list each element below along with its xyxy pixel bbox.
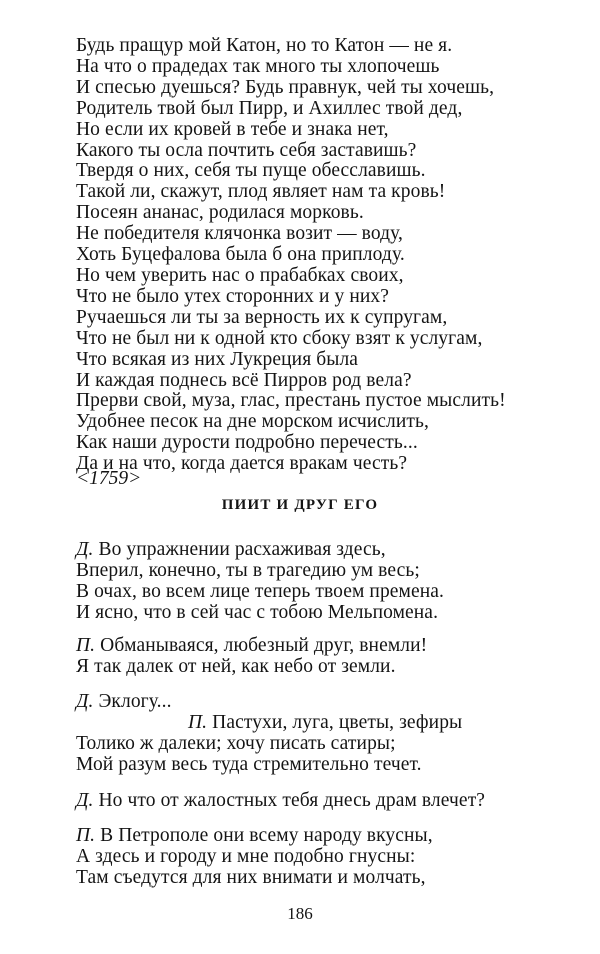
dialogue-line: И ясно, что в сей час с тобою Мельпомена. <box>76 601 439 623</box>
verse-line: Но чем уверить нас о прабабках своих, <box>76 264 404 286</box>
speaker-label: Д. <box>76 539 94 560</box>
verse-line: Что не был ни к одной кто сбоку взят к услугам, <box>76 327 483 349</box>
dialogue-line: Вперил, конечно, ты в трагедию ум весь; <box>76 559 420 581</box>
stanza-3 <box>76 692 546 776</box>
verse-line: Такой ли, скажут, плод являет нам та кровь! <box>76 181 446 203</box>
dialogue-line <box>76 540 546 561</box>
dialogue-line: Мой разум весь туда стремительно течет. <box>76 753 422 775</box>
dialogue-line: А здесь и городу и мне подобно гнусны: <box>76 845 416 867</box>
verse-line: Прерви свой, муза, глас, престань пустое мыслить! <box>76 390 506 412</box>
dialogue-line <box>76 826 546 847</box>
page-number: 186 <box>287 904 313 923</box>
line-text: Эклогу... <box>93 691 172 712</box>
stanza-5 <box>76 826 546 889</box>
verse-line: Что не было утех сторонних и у них? <box>76 285 390 307</box>
stanza-4 <box>76 791 546 812</box>
dialogue-line: Я так далек от ней, как небо от земли. <box>76 655 396 677</box>
speaker-label: П. <box>76 635 96 656</box>
verse-line: Что всякая из них Лукреция была <box>76 348 359 370</box>
speaker-label: П. <box>76 825 96 846</box>
dialogue-line: Там съедутся для них внимати и молчать, <box>76 866 426 888</box>
dialogue-line: Толико ж далеки; хочу писать сатиры; <box>76 732 396 754</box>
line-text: Во упражнении расхаживая здесь, <box>93 539 386 560</box>
verse-line: Хоть Буцефалова была б она приплоду. <box>76 244 405 266</box>
line-text: Пастухи, луга, цветы, зефиры <box>207 711 463 733</box>
dialogue-line <box>76 636 546 657</box>
line-text: В Петрополе они всему народу вкусны, <box>95 825 433 846</box>
speaker-label: Д. <box>76 790 94 811</box>
verse-line: Как наши дурости подробно перечесть... <box>76 432 418 454</box>
poem-title: ПИИТ И ДРУГ ЕГО <box>221 497 379 513</box>
line-text: Обманываяся, любезный друг, внемли! <box>95 635 428 656</box>
verse-line: Посеян ананас, родилася морковь. <box>76 202 364 224</box>
verse-line: Твердя о них, себя ты пуще обесславишь. <box>76 160 426 182</box>
verse-line: Да и на что, когда дается вракам честь? <box>76 453 408 475</box>
line-text: Но что от жалостных тебя днесь драм влечет? <box>93 790 486 811</box>
dialogue-line <box>76 692 546 713</box>
poem-date: <1759> <box>76 468 142 489</box>
verse-line: На что о прадедах так много ты хлопочешь <box>76 55 440 77</box>
stanza-2 <box>76 636 546 678</box>
verse-block <box>76 36 546 475</box>
stanza-1 <box>76 540 546 624</box>
verse-line: Какого ты осла почтить себя заставишь? <box>76 139 417 161</box>
dialogue-line: В очах, во всем лице теперь твоем премена. <box>76 580 445 602</box>
verse-line: Ручаешься ли ты за верность их к супругам, <box>76 306 448 328</box>
verse-line: Будь пращур мой Катон, но то Катон — не я. <box>76 35 453 56</box>
dialogue-line <box>76 791 546 812</box>
speaker-label: Д. <box>76 691 94 712</box>
dialogue-line <box>76 713 546 734</box>
verse-line: Не победителя клячонка возит — воду, <box>76 223 404 245</box>
verse-line: Удобнее песок на дне морском исчислить, <box>76 411 429 433</box>
verse-line: Но если их кровей в тебе и знака нет, <box>76 118 389 140</box>
speaker-label: П. <box>188 711 208 733</box>
verse-line: Родитель твой был Пирр, и Ахиллес твой дед, <box>76 97 463 119</box>
verse-line: И каждая поднесь всё Пирров род вела? <box>76 369 412 391</box>
verse-line: И спесью дуешься? Будь правнук, чей ты хочешь, <box>76 76 495 98</box>
